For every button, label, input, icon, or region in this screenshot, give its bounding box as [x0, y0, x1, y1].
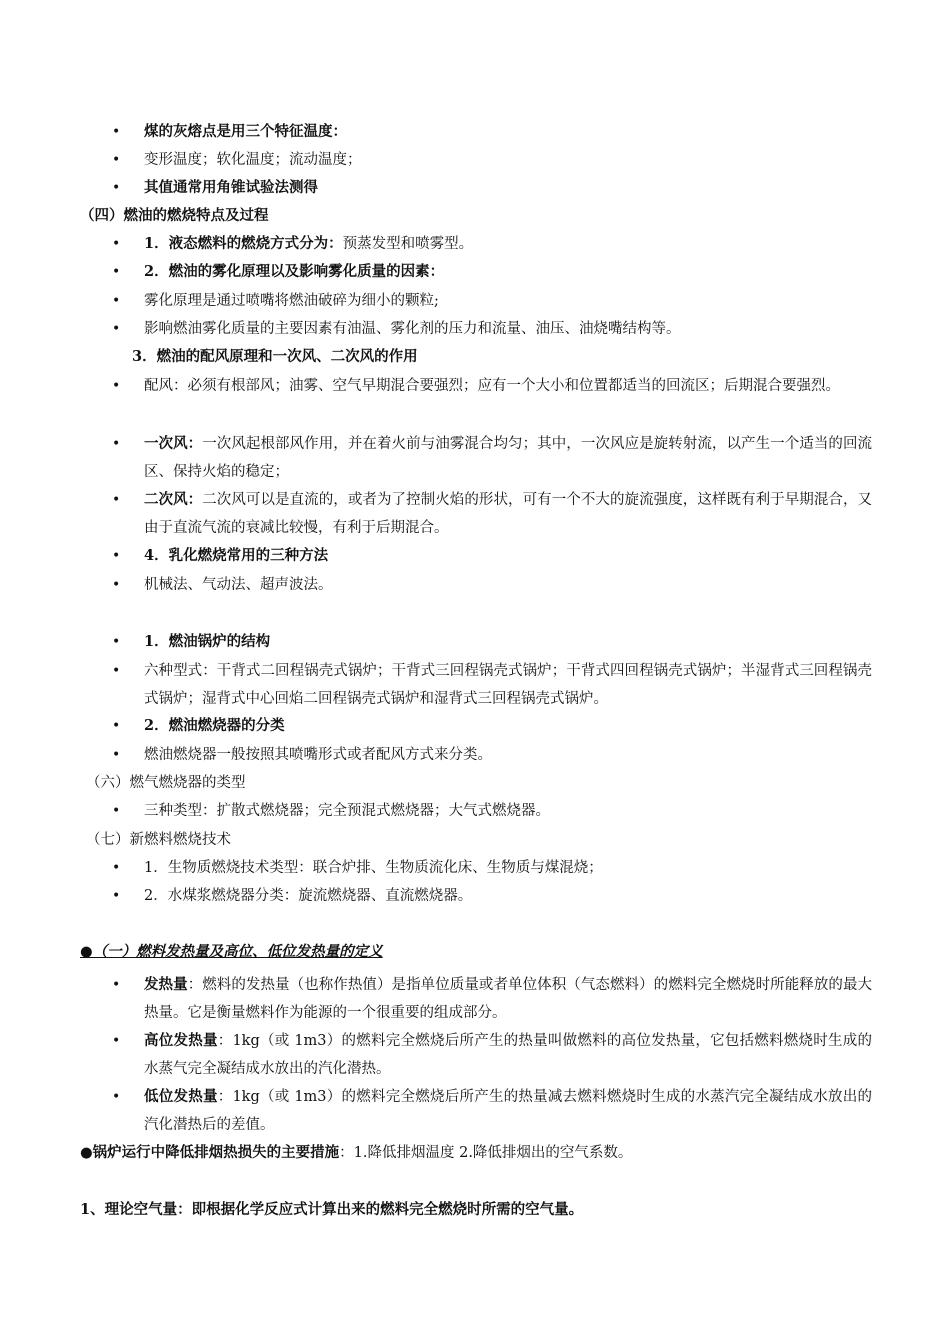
bullet: •	[112, 577, 121, 593]
text-bold: 1．液态燃料的燃烧方式分为：	[144, 235, 343, 252]
bullet: •	[112, 803, 121, 819]
text-normal: ：1kg（或 1m3）的燃料完全燃烧后所产生的热量叫做燃料的高位发热量，它包括燃料燃烧时生成的水蒸气完全凝结成水放出的汽化潜热。	[144, 1033, 872, 1077]
section-heading: （四）燃油的燃烧特点及过程	[80, 207, 269, 224]
text-normal: ：1kg（或 1m3）的燃料完全燃烧后所产生的热量减去燃料燃烧时生成的水蒸汽完全凝结成水放出的汽化潜热后的差值。	[144, 1089, 872, 1133]
text-paragraph: 六种型式：干背式二回程锅壳式锅炉；干背式三回程锅壳式锅炉；干背式四回程锅壳式锅炉；半湿背式三回程锅壳式锅炉；湿背式中心回焰二回程锅壳式锅炉和湿背式三回程锅壳式锅炉。	[144, 663, 872, 707]
bullet: •	[112, 548, 121, 564]
text-line: 影响燃油雾化质量的主要因素有油温、雾化剂的压力和流量、油压、油烧嘴结构等。	[144, 321, 681, 337]
text-paragraph	[144, 1027, 872, 1083]
section-heading: （七）新燃料燃烧技术	[86, 832, 231, 848]
text-bold: 二次风：	[144, 491, 203, 508]
bullet: •	[112, 152, 121, 168]
bullet: •	[112, 718, 121, 734]
text-line: 1．生物质燃烧技术类型：联合炉排、生物质流化床、生物质与煤混烧；	[144, 860, 603, 876]
bullet: •	[112, 1033, 121, 1049]
text-line: 1、理论空气量：即根据化学反应式计算出来的燃料完全燃烧时所需的空气量。	[80, 1201, 584, 1218]
sub-heading: 3．燃油的配风原理和一次风、二次风的作用	[132, 348, 418, 365]
text-line: 变形温度；软化温度；流动温度；	[144, 152, 362, 168]
text-bold: 高位发热量	[144, 1032, 218, 1049]
bullet: •	[112, 124, 121, 140]
bullet: •	[112, 1089, 121, 1105]
text-line: 其值通常用角锥试验法测得	[144, 179, 318, 196]
text-paragraph	[144, 430, 872, 486]
text-bold: 低位发热量	[144, 1088, 218, 1105]
text-line: 雾化原理是通过喷嘴将燃油破碎为细小的颗粒;	[144, 293, 439, 309]
bullet: •	[112, 264, 121, 280]
text-normal: 预蒸发型和喷雾型。	[342, 236, 474, 252]
bullet: •	[112, 888, 121, 904]
bullet: •	[112, 321, 121, 337]
text-line: 机械法、气动法、超声波法。	[144, 577, 333, 593]
bullet: •	[112, 747, 121, 763]
text-normal: 一次风起根部风作用，并在着火前与油雾混合均匀；其中，一次风应是旋转射流，以产生一个适当的回流区、保持火焰的稳定；	[144, 436, 873, 480]
text-bold: ●锅炉运行中降低排烟热损失的主要措施	[80, 1144, 340, 1161]
text-line: 2．水煤浆燃烧器分类：旋流燃烧器、直流燃烧器。	[144, 888, 473, 904]
bullet: •	[112, 180, 121, 196]
text-normal: ：燃料的发热量（也称作热值）是指单位质量或者单位体积（气态燃料）的燃料完全燃烧时所能释放的最大热量。它是衡量燃料作为能源的一个很重要的组成部分。	[144, 977, 872, 1021]
text-paragraph	[144, 486, 872, 542]
section-heading: ●（一）燃料发热量及高位、低位发热量的定义	[80, 943, 383, 960]
bullet: •	[112, 634, 121, 650]
text-line: 1．燃油锅炉的结构	[144, 633, 271, 650]
text-bold: 一次风：	[144, 435, 203, 452]
section-heading: （六）燃气燃烧器的类型	[86, 775, 246, 791]
text-normal: ：1.降低排烟温度 2.降低排烟出的空气系数。	[339, 1145, 633, 1161]
bullet: •	[112, 977, 121, 993]
text-line	[80, 1143, 632, 1163]
text-line	[144, 234, 473, 254]
text-paragraph: 配风：必须有根部风；油雾、空气早期混合要强烈；应有一个大小和位置都适当的回流区；后期混合要强烈。	[144, 378, 840, 394]
text-line: 2．燃油燃烧器的分类	[144, 717, 285, 734]
bullet: •	[112, 293, 121, 309]
bullet: •	[112, 492, 121, 508]
text-paragraph	[144, 1083, 872, 1139]
bullet: •	[112, 236, 121, 252]
text-line: 三种类型：扩散式燃烧器；完全预混式燃烧器；大气式燃烧器。	[144, 803, 550, 819]
bullet: •	[112, 436, 121, 452]
text-paragraph	[144, 971, 872, 1027]
bullet: •	[112, 663, 121, 679]
text-bold: 发热量	[144, 976, 188, 993]
text-line: 2．燃油的雾化原理以及影响雾化质量的因素：	[144, 263, 445, 280]
bullet: •	[112, 860, 121, 876]
text-line: 煤的灰熔点是用三个特征温度：	[144, 123, 347, 140]
bullet: •	[112, 378, 121, 394]
text-normal: 二次风可以是直流的，或者为了控制火焰的形状，可有一个不大的旋流强度，这样既有利于早期混合，又由于直流气流的衰减比较慢，有利于后期混合。	[144, 492, 873, 536]
text-line: 燃油燃烧器一般按照其喷嘴形式或者配风方式来分类。	[144, 747, 492, 763]
text-line: 4．乳化燃烧常用的三种方法	[144, 547, 329, 564]
